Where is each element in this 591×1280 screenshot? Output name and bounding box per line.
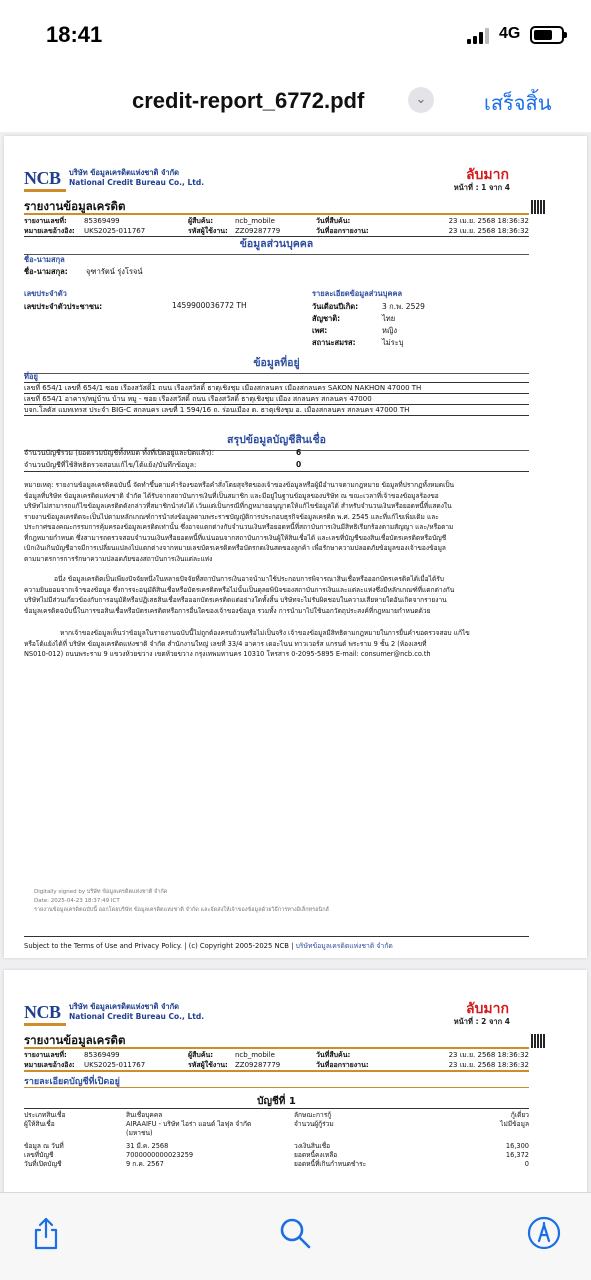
meta-label: วันที่ออกรายงาน: (316, 1061, 369, 1069)
id-value: 1459900036772 TH (172, 301, 247, 310)
id-header: เลขประจำตัว (24, 289, 67, 298)
account-title: บัญชีที่ 1 (257, 1096, 296, 1107)
meta-value: 85369499 (84, 217, 120, 225)
chevron-down-icon[interactable]: ⌄ (408, 87, 434, 113)
meta-label: หมายเลขอ้างอิง: (24, 227, 75, 235)
pdf-viewer[interactable] (0, 132, 591, 1192)
id-label: เลขประจำตัวประชาชน: (24, 302, 103, 311)
pdf-page-1 (4, 136, 587, 958)
meta-value: ZZ09287779 (235, 227, 281, 235)
meta-label: รหัสผู้ใช้งาน: (188, 227, 228, 235)
detail-value: ไม่ระบุ (382, 338, 404, 347)
detail-label: วันเดือนปีเกิด: (312, 302, 359, 311)
open-accounts-header: รายละเอียดบัญชีที่เปิดอยู่ (24, 1077, 120, 1087)
detail-value: ไทย (382, 314, 396, 323)
classification-label: ลับมาก (465, 1001, 509, 1017)
status-bar (0, 0, 591, 70)
bottom-toolbar (0, 1192, 591, 1280)
meta-value: ZZ09287779 (235, 1061, 281, 1069)
meta-value: ncb_mobile (235, 217, 275, 225)
account-row: วันที่เปิดบัญชี 9 ก.ค. 2567 ยอดหนี้ที่เกินกำหนดชำระ 0 (24, 1160, 529, 1168)
ncb-logo (24, 168, 205, 189)
name-header: ชื่อ-นามสกุล (24, 255, 65, 264)
disclaimer-para-3: หากเจ้าของข้อมูลเห็นว่าข้อมูลในรายงานฉบับนี้ไม่ถูกต้องครบถ้วนหรือไม่เป็นจริง เจ้าของข้อมูลมีสิทธิตามกฎหมายในการยื่นคำขอตรวจสอบ แก้ไข หรือโต้แย้งได้ที่ บริษัท ข้อมูลเครดิตแห่งชาติ จำกัด สำนักงานใหญ่ เลขที่ 33/4 อาคาร เดอะไนน ทาวเวอร์ส แกรนด์ พระราม 9 ชั้น 2 (ห้องเลขที่ NS010-012) ถนนพระราม 9 แขวงห้วยขวาง เขตห้วยขวาง กรุงเทพมหานคร 10310 โทรสาร 0-2095-5895 E-mail: consumer@ncb.co.th (24, 629, 470, 658)
meta-label: รหัสผู้ใช้งาน: (188, 1061, 228, 1069)
network-type: 4G (499, 25, 521, 42)
account-row: (มหาชน) (126, 1129, 153, 1137)
done-button[interactable]: เสร็จสิ้น (484, 93, 552, 115)
status-time: 18:41 (46, 22, 103, 47)
share-icon[interactable] (28, 1215, 64, 1251)
disclaimer-para-2: อนึ่ง ข้อมูลเครดิตเป็นเพียงปัจจัยหนึ่งในหลายปัจจัยที่สถาบันการเงินอาจนำมาใช้ประกอบการพิจารณาสินเชื่อหรือออกบัตรเครดิตได้เมื่อได้รับ ความยินยอมจากเจ้าของข้อมูล ซึ่งการจะอนุมัติสินเชื่อหรือบัตรเครดิตหรือไม่นั้นเป็นดุลยพินิจของสถาบันการเงินและแต่ละแห่งซึ่งมีหลักเกณฑ์ที่แตกต่างกัน บริษัทไม่มีส่วนเกี่ยวข้องกับการอนุมัติหรือปฏิเสธสินเชื่อหรือออกบัตรเครดิตแต่อย่างใดทั้งสิ้น บริษัทจะไม่รับผิดชอบในความเสียหายใดอันเกิดจากรายงาน ข้อมูลเครดิตฉบับนี้ในการขอสินเชื่อหรือบัตรเครดิตหรือการอื่นใดของเจ้าของข้อมูล รวมทั้ง การนำมาไปใช้นอกวัตถุประสงค์ที่กฎหมายกำหนดด้วย (24, 575, 455, 615)
meta-value: 23 เม.ย. 2568 18:36:32 (448, 217, 529, 225)
document-title[interactable]: credit-report_6772.pdf (132, 88, 365, 113)
qr-code-icon (531, 200, 545, 214)
digital-signature: Digitally signed by บริษัท ข้อมูลเครดิตแห่งชาติ จำกัด Date: 2025-04-23 18:37:49 ICT รายงานข้อมูลเครดิตฉบับนี้ ออกโดยบริษัท ข้อมูลเครดิตแห่งชาติ จำกัด และจัดส่งให้เจ้าของข้อมูลด้วยวิธีการทางอิเล็กทรอนิกส์ (34, 889, 329, 913)
search-icon[interactable] (277, 1215, 313, 1251)
meta-value: UKS2025-011767 (84, 1061, 146, 1069)
nav-bar (0, 70, 591, 132)
page-number: หน้าที่ : 2 จาก 4 (453, 1017, 510, 1026)
ncb-logo (24, 1002, 205, 1023)
details-header: รายละเอียดข้อมูลส่วนบุคคล (312, 289, 403, 298)
markup-icon[interactable] (526, 1215, 562, 1251)
detail-value: 3 ก.พ. 2529 (382, 302, 425, 311)
meta-label: วันที่สืบค้น: (316, 1051, 351, 1059)
account-row: ประเภทสินเชื่อ สินเชื่อบุคคล ลักษณะการกู้ กู้เดี่ยว (24, 1111, 529, 1119)
disclaimer-note: หมายเหตุ: รายงานข้อมูลเครดิตฉบับนี้ จัดทำขึ้นตามคำร้องขอหรือคำสั่งโดยสุจริตของเจ้าของข้อมูลหรือผู้มีอำนาจตามกฎหมาย ข้อมูลที่ปรากฏทั้งหมดเป็น ข้อมูลที่บริษัท ข้อมูลเครดิตแห่งชาติ จำกัด ได้รับจากสถาบันการเงินที่เป็นสมาชิก และมีอยู่ในฐานข้อมูลของบริษัท ณ ขณะเวลาที่เจ้าของข้อมูลร้องขอ บริษัทไม่สามารถแก้ไขข้อมูลเครดิตดังกล่าวที่สมาชิกนำส่งได้ เว้นแต่เป็นกรณีที่กฎหมายอนุญาตให้แก้ไขข้อมูลได้ สำหรับจำนวนเงินหรือยอดหนี้ที่แสดงใน รายงานข้อมูลเครดิตจะเป็นไปตามหลักเกณฑ์การนำส่งข้อมูลตามพระราชบัญญัติการประกอบธุรกิจข้อมูลเครดิต พ.ศ. 2545 และที่แก้ไขเพิ่มเติม และ ประกาศของคณะกรรมการคุ้มครองข้อมูลเครดิตเท่านั้น ซึ่งอาจแตกต่างกับจำนวนเงินหรือยอดหนี้ที่สถาบันการเงินมีสิทธิเรียกร้องตามสัญญา และ/หรือตาม ที่กฎหมายกำหนด ซึ่งสามารถตรวจสอบจำนวนเงินหรือยอดหนี้ที่แน่นอนจากสถาบันการเงินผู้ให้สินเชื่อได้ และเลขที่บัญชีของสินเชื่อบัตรเครดิตหรือบัญชี เบิกเงินเกินบัญชีอาจมีการเปลี่ยนแปลงไปแตกต่างจากหมายเลขบัตรเครดิตหรือบัตรกดเงินสดของลูกค้า เพื่อรักษาความปลอดภัยข้อมูลของเจ้าของข้อมูล ตามมาตรการการรักษาความปลอดภัยของสถาบันการเงินแต่ละแห่ง (24, 481, 455, 563)
account-row: ข้อมูล ณ วันที่ 31 มี.ค. 2568 วงเงินสินเชื่อ 16,300 (24, 1142, 529, 1150)
detail-label: สัญชาติ: (312, 314, 341, 323)
meta-label: รายงานเลขที่: (24, 1051, 67, 1059)
logo-brand: NCB (24, 168, 61, 188)
meta-label: วันที่ออกรายงาน: (316, 227, 369, 235)
meta-value: 23 เม.ย. 2568 18:36:32 (448, 1061, 529, 1069)
pdf-page-2 (4, 970, 587, 1192)
address-list (24, 382, 529, 416)
address-row: บจก.โลตัส แมทเทรส ประจำ BIG-C สกลนคร เลขที่ 1 594/16 ถ. ร่อนเมือง ต. ธาตุเชิงชุม อ. เมืองสกลนคร สกลนคร 47000 TH (24, 405, 529, 416)
detail-value: หญิง (382, 326, 397, 335)
section-summary: สรุปข้อมูลบัญชีสินเชื่อ (24, 431, 529, 448)
meta-label: รายงานเลขที่: (24, 217, 67, 225)
logo-org-en: National Credit Bureau Co., Ltd. (69, 178, 205, 187)
meta-label: ผู้สืบค้น: (188, 217, 214, 225)
summary-value: 0 (296, 460, 302, 469)
logo-org-en: National Credit Bureau Co., Ltd. (69, 1012, 205, 1021)
meta-label: ผู้สืบค้น: (188, 1051, 214, 1059)
logo-org-thai: บริษัท ข้อมูลเครดิตแห่งชาติ จำกัด (69, 1002, 180, 1011)
summary-label: จำนวนบัญชีรวม (ยอดรวมบัญชีทั้งหมด ทั้งที่เปิดอยู่และปิดแล้ว): (24, 449, 215, 457)
logo-org-thai: บริษัท ข้อมูลเครดิตแห่งชาติ จำกัด (69, 168, 180, 177)
qr-code-icon (531, 1034, 545, 1048)
account-row: ผู้ให้สินเชื่อ AIRAAIFU - บริษัท ไอร่า แอนด์ ไอฟุล จำกัด จำนวนผู้กู้ร่วม ไม่มีข้อมูล (24, 1120, 529, 1128)
logo-brand: NCB (24, 1002, 61, 1022)
report-title: รายงานข้อมูลเครดิต (24, 1033, 126, 1047)
classification-label: ลับมาก (465, 167, 509, 183)
name-value: จุฑารัตน์ รุ่งโรจน์ (86, 267, 143, 276)
address-row: เลขที่ 654/1 เลขที่ 654/1 ซอย เรืองสวัสดิ์1 ถนน เรืองสวัสดิ์ ธาตุเชิงชุม เมืองสกลนคร เมืองสกลนคร SAKON NAKHON 47000 TH (24, 383, 529, 394)
meta-label: วันที่สืบค้น: (316, 217, 351, 225)
meta-value: UKS2025-011767 (84, 227, 146, 235)
page-footer (24, 936, 529, 951)
account-row: เลขที่บัญชี 7000000000023259 ยอดหนี้คงเหลือ 16,372 (24, 1151, 529, 1159)
footer-text: Subject to the Terms of Use and Privacy Policy. | (c) Copyright 2005-2025 NCB | (24, 942, 294, 950)
section-address: ข้อมูลที่อยู่ (24, 354, 529, 371)
report-meta (24, 1050, 529, 1070)
section-personal: ข้อมูลส่วนบุคคล (24, 235, 529, 252)
address-header: ที่อยู่ (24, 372, 38, 381)
meta-label: หมายเลขอ้างอิง: (24, 1061, 75, 1069)
summary-label: จำนวนบัญชีที่ใช้สิทธิตรวจสอบแก้ไข/โต้แย้ง/บันทึกข้อมูล: (24, 461, 197, 469)
page-number: หน้าที่ : 1 จาก 4 (453, 183, 510, 192)
detail-label: เพศ: (312, 326, 328, 335)
address-row: เลขที่ 654/1 อาคาร/หมู่บ้าน บ้าน หมู - ซอย เรืองสวัสดิ์ ถนน เรืองสวัสดิ์ ธาตุเชิงชุม เมือง สกลนคร สกลนคร 47000 (24, 394, 529, 405)
summary-value: 6 (296, 448, 302, 457)
detail-label: สถานะสมรส: (312, 338, 356, 347)
name-label: ชื่อ-นามสกุล: (24, 267, 68, 276)
report-title: รายงานข้อมูลเครดิต (24, 199, 126, 213)
report-meta (24, 216, 529, 236)
footer-link[interactable]: บริษัทข้อมูลเครดิตแห่งชาติ จำกัด (295, 942, 393, 950)
battery-icon (530, 26, 564, 44)
meta-value: ncb_mobile (235, 1051, 275, 1059)
signal-icon (467, 28, 493, 44)
meta-value: 85369499 (84, 1051, 120, 1059)
meta-value: 23 เม.ย. 2568 18:36:32 (448, 227, 529, 235)
meta-value: 23 เม.ย. 2568 18:36:32 (448, 1051, 529, 1059)
